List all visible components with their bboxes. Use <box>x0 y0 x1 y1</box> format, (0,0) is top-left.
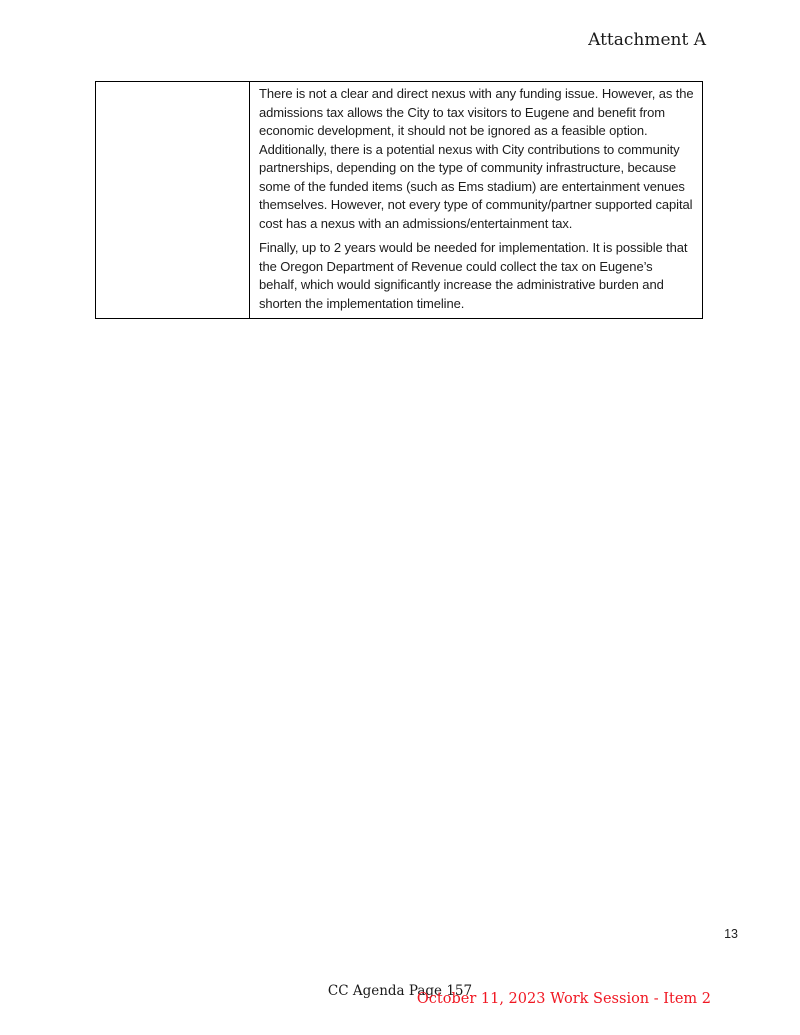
paragraph-implementation: Finally, up to 2 years would be needed for implementation. It is possible that the Oregon Department of Revenue could collect the tax on Eugene’s behalf, which would significantly increase the administrative burden and shorten the implementation timeline. <box>259 240 688 311</box>
table-row <box>96 82 703 319</box>
page-number: 13 <box>724 927 738 941</box>
footer-agenda-page-label: CC Agenda Page 157 <box>327 983 473 999</box>
table-cell-left-empty <box>96 82 250 319</box>
paragraph-nexus: There is not a clear and direct nexus with any funding issue. However, as the admissions tax allows the City to tax visitors to Eugene and benefit from economic development, it should not be ignored as a feasible option. Additionally, there is a potential nexus with City contributions to community partnerships, depending on the type of community infrastructure, because some of the funded items (such as Ems stadium) are entertainment venues themselves. However, not every type of community/partner supported capital cost has a nexus with an admissions/entertainment tax. <box>259 86 694 231</box>
table-cell-right <box>250 82 703 319</box>
content-table <box>95 81 703 319</box>
work-session-stamp: October 11, 2023 Work Session - Item 2 <box>416 991 711 1007</box>
attachment-label: Attachment A <box>588 30 706 50</box>
